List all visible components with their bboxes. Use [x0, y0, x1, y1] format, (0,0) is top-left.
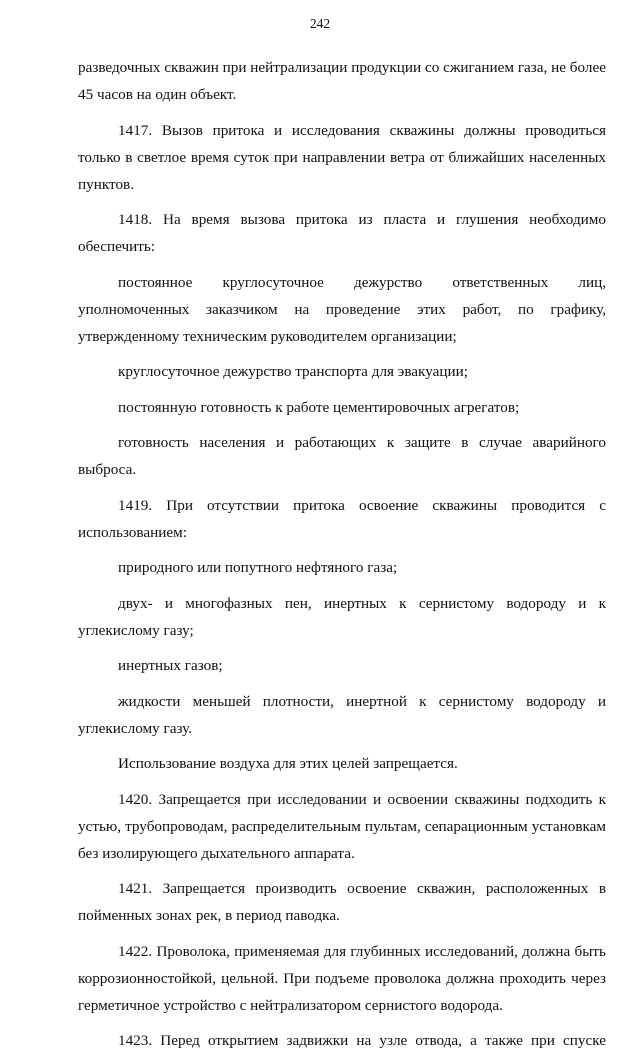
paragraph: 1420. Запрещается при исследовании и освоении скважины подходить к устью, трубопроводам, распределительным пультам, сепарационным установкам без изолирующего дыхательного аппарата. [78, 790, 606, 862]
page-body [78, 54, 606, 1063]
paragraph: 1423. Перед открытием задвижки на узле отвода, а также при спуске [118, 1032, 606, 1049]
paragraph: природного или попутного нефтяного газа; [118, 559, 398, 576]
paragraph: 1421. Запрещается производить освоение скважин, расположенных в пойменных зонах рек, в период паводка. [78, 880, 606, 924]
paragraph: 1417. Вызов притока и исследования скважины должны проводиться только в светлое время суток при направлении ветра от ближайших населенных пунктов. [78, 121, 606, 193]
paragraph: круглосуточное дежурство транспорта для эвакуации; [118, 363, 468, 380]
paragraph: постоянную готовность к работе цементировочных агрегатов; [118, 398, 520, 416]
paragraph: жидкости меньшей плотности, инертной к сернистому водороду и углекислому газу. [78, 692, 606, 737]
paragraph: инертных газов; [118, 657, 223, 674]
paragraph: 1418. На время вызова притока из пласта и глушения необходимо обеспечить: [78, 211, 606, 255]
paragraph: 1422. Проволока, применяемая для глубинных исследований, должна быть коррозионностойкой, цельной. При подъеме проволока должна проходить через герметичное устройство с нейтрализатором сернистого водорода. [78, 942, 606, 1014]
paragraph: постоянное круглосуточное дежурство ответственных лиц, уполномоченных заказчиком на проведение этих работ, по графику, утвержденному техническим руководителем организации; [78, 273, 606, 345]
page-number: 242 [309, 16, 331, 31]
paragraph: двух- и многофазных пен, инертных к сернистому водороду и к углекислому газу; [78, 594, 606, 639]
paragraph: 1419. При отсутствии притока освоение скважины проводится с использованием: [78, 496, 606, 541]
paragraph: готовность населения и работающих к защите в случае аварийного выброса. [78, 434, 606, 478]
paragraph: Использование воздуха для этих целей запрещается. [118, 755, 458, 772]
paragraph: разведочных скважин при нейтрализации продукции со сжиганием газа, не более 45 часов на один объект. [78, 59, 606, 103]
